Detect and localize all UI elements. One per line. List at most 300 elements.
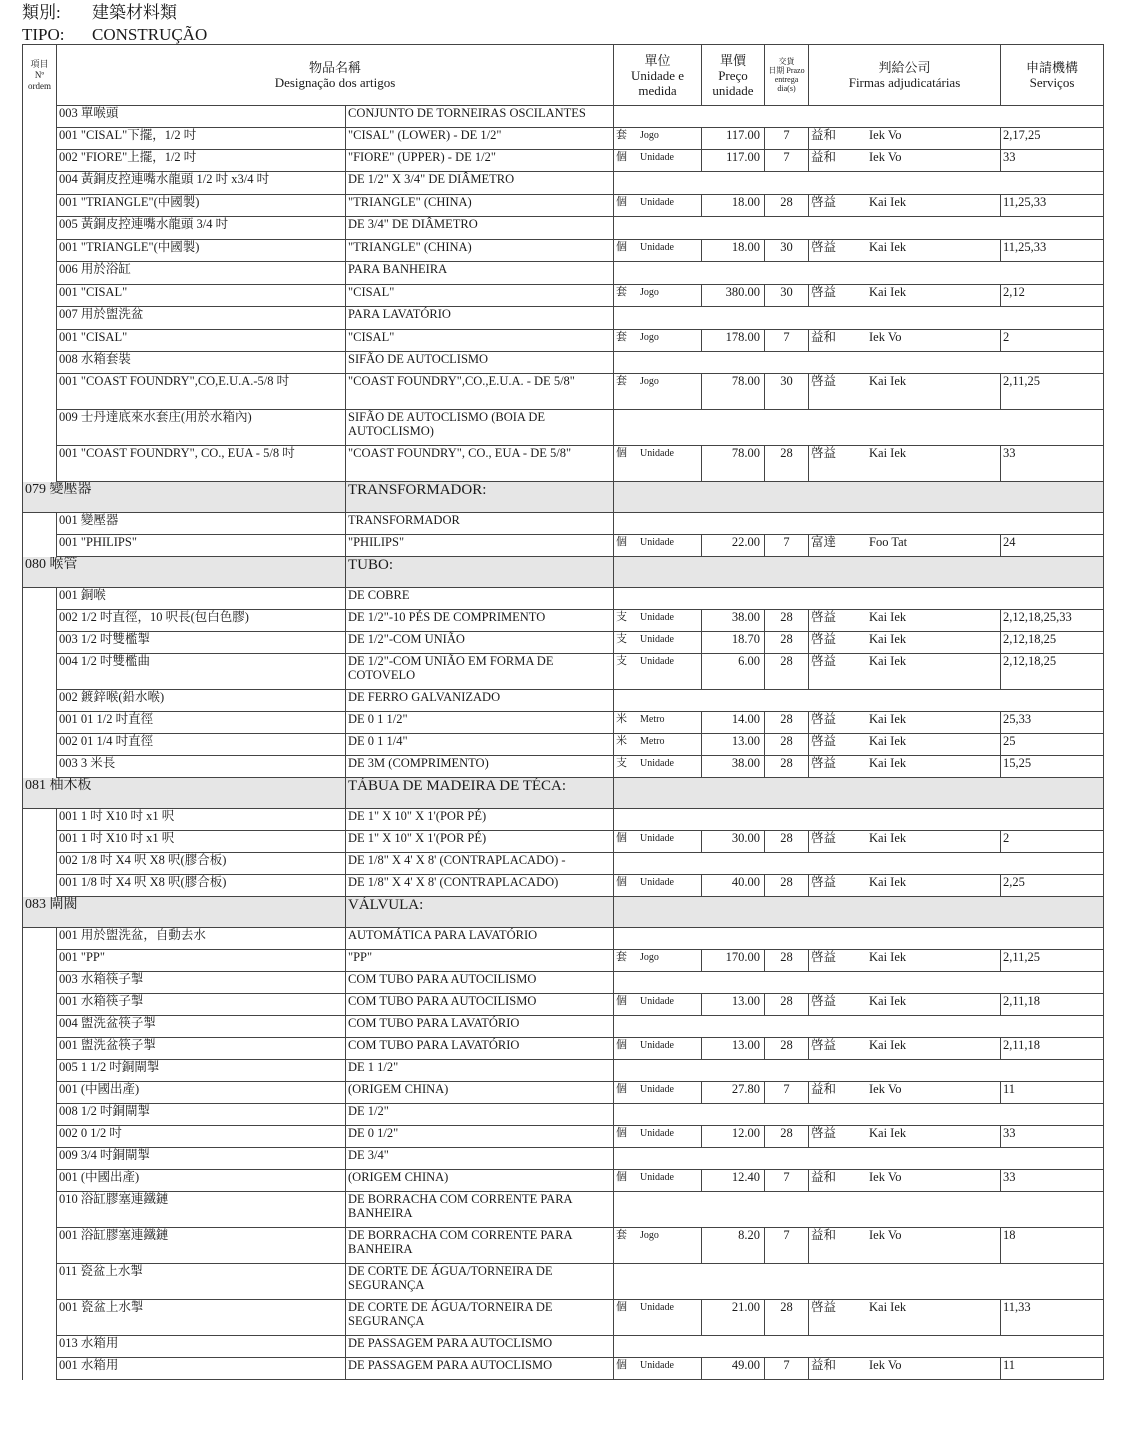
table-row xyxy=(23,853,1104,875)
unit-cell xyxy=(614,1082,702,1104)
firm-cell xyxy=(809,632,1001,654)
item-designation-pt: COM TUBO PARA LAVATÓRIO xyxy=(346,1016,614,1038)
firm-cell xyxy=(809,240,1001,262)
price-cell: 18.00 xyxy=(702,240,765,262)
price-cell: 178.00 xyxy=(702,330,765,352)
nr-cell xyxy=(23,734,57,756)
item-name-zh: 001 盥洗盆筷子掣 xyxy=(57,1038,346,1060)
item-designation-pt: "CISAL" (LOWER) - DE 1/2" xyxy=(346,128,614,150)
table-row xyxy=(23,240,1104,262)
firm-cell xyxy=(809,610,1001,632)
services-cell: 33 xyxy=(1001,150,1104,172)
price-cell: 78.00 xyxy=(702,374,765,410)
nr-cell xyxy=(23,712,57,734)
firm-cell xyxy=(809,1300,1001,1336)
firm-zh: 啓益 xyxy=(811,712,837,726)
nr-cell xyxy=(23,950,57,972)
category-label: 類別: xyxy=(22,3,61,22)
unit-pt: Unidade xyxy=(640,152,674,163)
item-name-zh: 002 "FIORE"上擺，1/2 吋 xyxy=(57,150,346,172)
firm-zh: 啓益 xyxy=(811,240,837,254)
unit-pt: Unidade xyxy=(640,612,674,623)
item-name-zh: 002 0 1/2 吋 xyxy=(57,1126,346,1148)
table-row xyxy=(23,195,1104,217)
nr-cell xyxy=(23,610,57,632)
firm-pt: Kai Iek xyxy=(869,285,907,299)
item-name-zh: 005 黃銅皮控連嘴水龍頭 3/4 吋 xyxy=(57,217,346,240)
col-head-prazo-pt3: dia(s) xyxy=(777,84,796,93)
firm-pt: Iek Vo xyxy=(869,1082,902,1096)
nr-cell xyxy=(23,654,57,690)
table-row xyxy=(23,128,1104,150)
table-row xyxy=(23,875,1104,897)
item-designation-pt: (ORIGEM CHINA) xyxy=(346,1082,614,1104)
blank-cell xyxy=(614,172,1104,195)
table-row xyxy=(23,352,1104,374)
services-cell: 2,12,18,25 xyxy=(1001,654,1104,690)
unit-zh: 個 xyxy=(616,151,627,163)
firm-cell xyxy=(809,374,1001,410)
firm-cell xyxy=(809,1038,1001,1060)
firm-zh: 啓益 xyxy=(811,1038,837,1052)
unit-pt: Unidade xyxy=(640,877,674,888)
nr-cell xyxy=(23,632,57,654)
col-head-price-pt1: Preço xyxy=(718,67,748,83)
nr-cell xyxy=(23,875,57,897)
firm-pt: Kai Iek xyxy=(869,756,907,770)
table-row xyxy=(23,1300,1104,1336)
nr-cell xyxy=(23,972,57,994)
prazo-cell: 7 xyxy=(765,128,809,150)
type-label: TIPO: xyxy=(22,25,65,44)
item-designation-pt: DE 1" X 10" X 1'(POR PÉ) xyxy=(346,809,614,831)
col-head-unit-pt2: medida xyxy=(638,82,677,98)
price-cell: 13.00 xyxy=(702,994,765,1016)
item-designation-pt: DE PASSAGEM PARA AUTOCLISMO xyxy=(346,1336,614,1358)
firm-pt: Kai Iek xyxy=(869,1126,907,1140)
unit-pt: Unidade xyxy=(640,996,674,1007)
table-row xyxy=(23,1082,1104,1104)
col-head-unidade xyxy=(614,45,702,106)
nr-cell xyxy=(23,1104,57,1126)
unit-zh: 套 xyxy=(616,331,627,343)
table-row xyxy=(23,1264,1104,1300)
nr-cell xyxy=(23,1192,57,1228)
item-name-zh: 003 單喉頭 xyxy=(57,106,346,128)
item-designation-pt: "CISAL" xyxy=(346,285,614,307)
unit-pt: Unidade xyxy=(640,1172,674,1183)
firm-pt: Kai Iek xyxy=(869,734,907,748)
table-row xyxy=(23,690,1104,712)
firm-zh: 益和 xyxy=(811,330,837,344)
table-row xyxy=(23,712,1104,734)
firm-zh: 啓益 xyxy=(811,446,837,460)
unit-pt: Unidade xyxy=(640,197,674,208)
item-name-zh: 004 黃銅皮控連嘴水龍頭 1/2 吋 x3/4 吋 xyxy=(57,172,346,195)
blank-cell xyxy=(614,1016,1104,1038)
firm-pt: Kai Iek xyxy=(869,950,907,964)
unit-zh: 個 xyxy=(616,876,627,888)
unit-pt: Unidade xyxy=(640,1040,674,1051)
col-head-prazo xyxy=(765,45,809,106)
unit-pt: Metro xyxy=(640,714,665,725)
nr-cell xyxy=(23,128,57,150)
firm-zh: 啓益 xyxy=(811,756,837,770)
unit-zh: 米 xyxy=(616,713,627,725)
unit-zh: 個 xyxy=(616,1039,627,1051)
table-header-row xyxy=(23,45,1104,106)
blank-cell xyxy=(614,513,1104,535)
firm-pt: Kai Iek xyxy=(869,712,907,726)
services-cell: 15,25 xyxy=(1001,756,1104,778)
item-designation-pt: "COAST FOUNDRY", CO., EUA - DE 5/8" xyxy=(346,446,614,482)
table-row xyxy=(23,610,1104,632)
item-name-zh: 001 "TRIANGLE"(中國製) xyxy=(57,240,346,262)
unit-zh: 個 xyxy=(616,1171,627,1183)
services-cell: 11,25,33 xyxy=(1001,195,1104,217)
unit-cell xyxy=(614,632,702,654)
price-cell: 38.00 xyxy=(702,756,765,778)
prazo-cell: 7 xyxy=(765,1082,809,1104)
item-designation-pt: DE 1/2"-10 PÉS DE COMPRIMENTO xyxy=(346,610,614,632)
firm-pt: Kai Iek xyxy=(869,610,907,624)
item-name-zh: 008 1/2 吋銅閘掣 xyxy=(57,1104,346,1126)
item-designation-pt: DE 1 1/2" xyxy=(346,1060,614,1082)
services-cell: 2,11,18 xyxy=(1001,1038,1104,1060)
firm-cell xyxy=(809,734,1001,756)
prazo-cell: 28 xyxy=(765,632,809,654)
prazo-cell: 28 xyxy=(765,195,809,217)
col-head-prazo-pt2: entrega xyxy=(774,75,799,84)
table-row xyxy=(23,756,1104,778)
col-head-designacao xyxy=(57,45,614,106)
category-name: 083 閘閥 xyxy=(23,897,346,928)
services-cell: 11 xyxy=(1001,1358,1104,1380)
item-name-zh: 001 "COAST FOUNDRY",CO,E.U.A.-5/8 吋 xyxy=(57,374,346,410)
item-name-zh: 001 瓷盆上水掣 xyxy=(57,1300,346,1336)
firm-cell xyxy=(809,1358,1001,1380)
unit-zh: 個 xyxy=(616,1127,627,1139)
services-cell: 11,25,33 xyxy=(1001,240,1104,262)
price-cell: 14.00 xyxy=(702,712,765,734)
item-designation-pt: PARA LAVATÓRIO xyxy=(346,307,614,330)
item-name-zh: 002 鍍鋅喉(鉛水喉) xyxy=(57,690,346,712)
table-row xyxy=(23,972,1104,994)
blank-cell xyxy=(614,1148,1104,1170)
unit-pt: Jogo xyxy=(640,376,659,387)
item-name-zh: 001 1/8 吋 X4 呎 X8 呎(膠合板) xyxy=(57,875,346,897)
table-row xyxy=(23,535,1104,557)
nr-cell xyxy=(23,809,57,831)
unit-cell xyxy=(614,446,702,482)
services-cell: 2,11,18 xyxy=(1001,994,1104,1016)
table-row xyxy=(23,654,1104,690)
firm-cell xyxy=(809,1170,1001,1192)
firm-pt: Iek Vo xyxy=(869,1358,902,1372)
col-head-preco xyxy=(702,45,765,106)
category-designation: TÁBUA DE MADEIRA DE TÉCA: xyxy=(346,778,614,809)
unit-pt: Unidade xyxy=(640,242,674,253)
table-row xyxy=(23,262,1104,285)
services-cell: 2 xyxy=(1001,330,1104,352)
unit-zh: 支 xyxy=(616,757,627,769)
services-cell: 24 xyxy=(1001,535,1104,557)
col-head-prazo-pt1: 日期 Prazo xyxy=(768,66,805,75)
price-cell: 170.00 xyxy=(702,950,765,972)
item-designation-pt: DE 1" X 10" X 1'(POR PÉ) xyxy=(346,831,614,853)
firm-cell xyxy=(809,1126,1001,1148)
unit-zh: 個 xyxy=(616,1359,627,1371)
item-name-zh: 001 用於盥洗盆，自動去水 xyxy=(57,928,346,950)
firm-cell xyxy=(809,712,1001,734)
item-designation-pt: COM TUBO PARA AUTOCILISMO xyxy=(346,972,614,994)
col-head-nr-zh: 項目 xyxy=(30,58,49,69)
prazo-cell: 28 xyxy=(765,875,809,897)
table-row xyxy=(23,106,1104,128)
item-name-zh: 005 1 1/2 吋銅閘掣 xyxy=(57,1060,346,1082)
unit-cell xyxy=(614,330,702,352)
col-head-price-zh: 單價 xyxy=(719,52,746,68)
firm-cell xyxy=(809,150,1001,172)
item-name-zh: 009 3/4 吋銅閘掣 xyxy=(57,1148,346,1170)
services-cell: 2 xyxy=(1001,831,1104,853)
nr-cell xyxy=(23,1300,57,1336)
prazo-cell: 7 xyxy=(765,1170,809,1192)
item-designation-pt: AUTOMÁTICA PARA LAVATÓRIO xyxy=(346,928,614,950)
prazo-cell: 28 xyxy=(765,734,809,756)
unit-cell xyxy=(614,994,702,1016)
prazo-cell: 7 xyxy=(765,1358,809,1380)
type-line xyxy=(22,24,422,46)
col-head-firmas xyxy=(809,45,1001,106)
nr-cell xyxy=(23,240,57,262)
firm-zh: 啓益 xyxy=(811,374,837,388)
unit-cell xyxy=(614,1170,702,1192)
price-cell: 117.00 xyxy=(702,128,765,150)
firm-zh: 啓益 xyxy=(811,831,837,845)
unit-pt: Unidade xyxy=(640,656,674,667)
item-designation-pt: CONJUNTO DE TORNEIRAS OSCILANTES xyxy=(346,106,614,128)
blank-cell xyxy=(614,928,1104,950)
blank-cell xyxy=(614,897,1104,928)
price-cell: 38.00 xyxy=(702,610,765,632)
nr-cell xyxy=(23,1170,57,1192)
table-row xyxy=(23,831,1104,853)
item-designation-pt: DE 0 1 1/4" xyxy=(346,734,614,756)
nr-cell xyxy=(23,1038,57,1060)
prazo-cell: 28 xyxy=(765,1300,809,1336)
prazo-cell: 28 xyxy=(765,994,809,1016)
firm-pt: Foo Tat xyxy=(869,535,908,549)
table-row xyxy=(23,734,1104,756)
blank-cell xyxy=(614,106,1104,128)
firm-zh: 啓益 xyxy=(811,195,837,209)
unit-cell xyxy=(614,831,702,853)
table-row xyxy=(23,1126,1104,1148)
unit-zh: 支 xyxy=(616,611,627,623)
item-name-zh: 001 1 吋 X10 吋 x1 呎 xyxy=(57,831,346,853)
firm-pt: Iek Vo xyxy=(869,330,902,344)
table-row xyxy=(23,330,1104,352)
type-value: CONSTRUÇÃO xyxy=(92,25,208,44)
table-row xyxy=(23,1192,1104,1228)
blank-cell xyxy=(614,557,1104,588)
unit-zh: 個 xyxy=(616,241,627,253)
firm-zh: 益和 xyxy=(811,1170,837,1184)
item-name-zh: 001 變壓器 xyxy=(57,513,346,535)
table-row xyxy=(23,994,1104,1016)
col-head-nr-pt2: ordem xyxy=(28,80,51,91)
category-name: 080 喉管 xyxy=(23,557,346,588)
item-designation-pt: DE 1/8" X 4' X 8' (CONTRAPLACADO) xyxy=(346,875,614,897)
services-cell: 33 xyxy=(1001,1170,1104,1192)
unit-pt: Jogo xyxy=(640,1230,659,1241)
unit-zh: 個 xyxy=(616,995,627,1007)
category-row xyxy=(23,482,1104,513)
unit-pt: Unidade xyxy=(640,634,674,645)
firm-cell xyxy=(809,446,1001,482)
firm-pt: Kai Iek xyxy=(869,831,907,845)
firm-cell xyxy=(809,285,1001,307)
services-cell: 25,33 xyxy=(1001,712,1104,734)
nr-cell xyxy=(23,1082,57,1104)
firm-pt: Iek Vo xyxy=(869,1228,902,1242)
firm-cell xyxy=(809,128,1001,150)
category-designation: TRANSFORMADOR: xyxy=(346,482,614,513)
unit-cell xyxy=(614,875,702,897)
services-cell: 11 xyxy=(1001,1082,1104,1104)
firm-cell xyxy=(809,875,1001,897)
item-designation-pt: DE PASSAGEM PARA AUTOCLISMO xyxy=(346,1358,614,1380)
firm-zh: 啓益 xyxy=(811,994,837,1008)
unit-cell xyxy=(614,240,702,262)
unit-cell xyxy=(614,150,702,172)
nr-cell xyxy=(23,928,57,950)
price-cell: 30.00 xyxy=(702,831,765,853)
nr-cell xyxy=(23,1060,57,1082)
category-designation: TUBO: xyxy=(346,557,614,588)
services-cell: 2,12 xyxy=(1001,285,1104,307)
item-designation-pt: SIFÃO DE AUTOCLISMO xyxy=(346,352,614,374)
item-designation-pt: (ORIGEM CHINA) xyxy=(346,1170,614,1192)
firm-zh: 益和 xyxy=(811,1228,837,1242)
col-head-name-zh: 物品名稱 xyxy=(308,60,361,75)
table-row xyxy=(23,1104,1104,1126)
firm-zh: 益和 xyxy=(811,128,837,142)
item-designation-pt: DE 0 1/2" xyxy=(346,1126,614,1148)
nr-cell xyxy=(23,690,57,712)
unit-cell xyxy=(614,535,702,557)
blank-cell xyxy=(614,262,1104,285)
nr-cell xyxy=(23,1148,57,1170)
nr-cell xyxy=(23,150,57,172)
col-head-serv-zh: 申請機構 xyxy=(1025,60,1078,75)
col-head-prazo-zh: 交貨 xyxy=(778,57,795,66)
unit-zh: 套 xyxy=(616,129,627,141)
table-row xyxy=(23,513,1104,535)
firm-pt: Iek Vo xyxy=(869,150,902,164)
unit-pt: Unidade xyxy=(640,537,674,548)
item-designation-pt: DE CORTE DE ÁGUA/TORNEIRA DE SEGURANÇA xyxy=(346,1300,614,1336)
item-name-zh: 001 (中國出產) xyxy=(57,1082,346,1104)
firm-cell xyxy=(809,195,1001,217)
prazo-cell: 28 xyxy=(765,950,809,972)
services-cell: 18 xyxy=(1001,1228,1104,1264)
nr-cell xyxy=(23,588,57,610)
item-designation-pt: DE 3/4" xyxy=(346,1148,614,1170)
firm-zh: 啓益 xyxy=(811,875,837,889)
item-designation-pt: DE CORTE DE ÁGUA/TORNEIRA DE SEGURANÇA xyxy=(346,1264,614,1300)
firm-zh: 啓益 xyxy=(811,654,837,668)
price-cell: 13.00 xyxy=(702,734,765,756)
firm-zh: 啓益 xyxy=(811,610,837,624)
unit-zh: 個 xyxy=(616,447,627,459)
nr-cell xyxy=(23,410,57,446)
unit-zh: 個 xyxy=(616,1083,627,1095)
item-designation-pt: DE 1/2"-COM UNIÃO xyxy=(346,632,614,654)
blank-cell xyxy=(614,307,1104,330)
nr-cell xyxy=(23,446,57,482)
unit-cell xyxy=(614,610,702,632)
firm-cell xyxy=(809,994,1001,1016)
unit-cell xyxy=(614,1300,702,1336)
table-row xyxy=(23,1038,1104,1060)
prazo-cell: 28 xyxy=(765,654,809,690)
firm-pt: Kai Iek xyxy=(869,1038,907,1052)
firm-zh: 啓益 xyxy=(811,1126,837,1140)
unit-cell xyxy=(614,756,702,778)
table-row xyxy=(23,809,1104,831)
table-row xyxy=(23,446,1104,482)
table-row xyxy=(23,1060,1104,1082)
nr-cell xyxy=(23,374,57,410)
item-name-zh: 001 浴缸膠塞連鐵鏈 xyxy=(57,1228,346,1264)
price-cell: 6.00 xyxy=(702,654,765,690)
price-cell: 117.00 xyxy=(702,150,765,172)
item-designation-pt: "TRIANGLE" (CHINA) xyxy=(346,240,614,262)
table-row xyxy=(23,1336,1104,1358)
nr-cell xyxy=(23,1358,57,1380)
table-row xyxy=(23,410,1104,446)
firm-pt: Kai Iek xyxy=(869,994,907,1008)
table-row xyxy=(23,172,1104,195)
category-name: 079 變壓器 xyxy=(23,482,346,513)
item-designation-pt: DE 1/8" X 4' X 8' (CONTRAPLACADO) - xyxy=(346,853,614,875)
nr-cell xyxy=(23,172,57,195)
page-header xyxy=(22,2,422,46)
unit-zh: 套 xyxy=(616,286,627,298)
col-head-nr xyxy=(23,45,57,106)
firm-pt: Kai Iek xyxy=(869,1300,907,1314)
item-designation-pt: DE FERRO GALVANIZADO xyxy=(346,690,614,712)
item-name-zh: 001 水箱用 xyxy=(57,1358,346,1380)
item-name-zh: 009 士丹達底來水套庄(用於水箱內) xyxy=(57,410,346,446)
unit-pt: Jogo xyxy=(640,952,659,963)
firm-cell xyxy=(809,330,1001,352)
item-designation-pt: DE 3M (COMPRIMENTO) xyxy=(346,756,614,778)
category-line xyxy=(22,2,422,24)
unit-pt: Metro xyxy=(640,736,665,747)
item-designation-pt: "FIORE" (UPPER) - DE 1/2" xyxy=(346,150,614,172)
prazo-cell: 7 xyxy=(765,330,809,352)
item-name-zh: 001 01 1/2 吋直徑 xyxy=(57,712,346,734)
nr-cell xyxy=(23,1016,57,1038)
services-cell: 11,33 xyxy=(1001,1300,1104,1336)
item-name-zh: 004 盥洗盆筷子掣 xyxy=(57,1016,346,1038)
table-row xyxy=(23,950,1104,972)
firm-pt: Kai Iek xyxy=(869,374,907,388)
item-name-zh: 002 1/8 吋 X4 呎 X8 呎(膠合板) xyxy=(57,853,346,875)
